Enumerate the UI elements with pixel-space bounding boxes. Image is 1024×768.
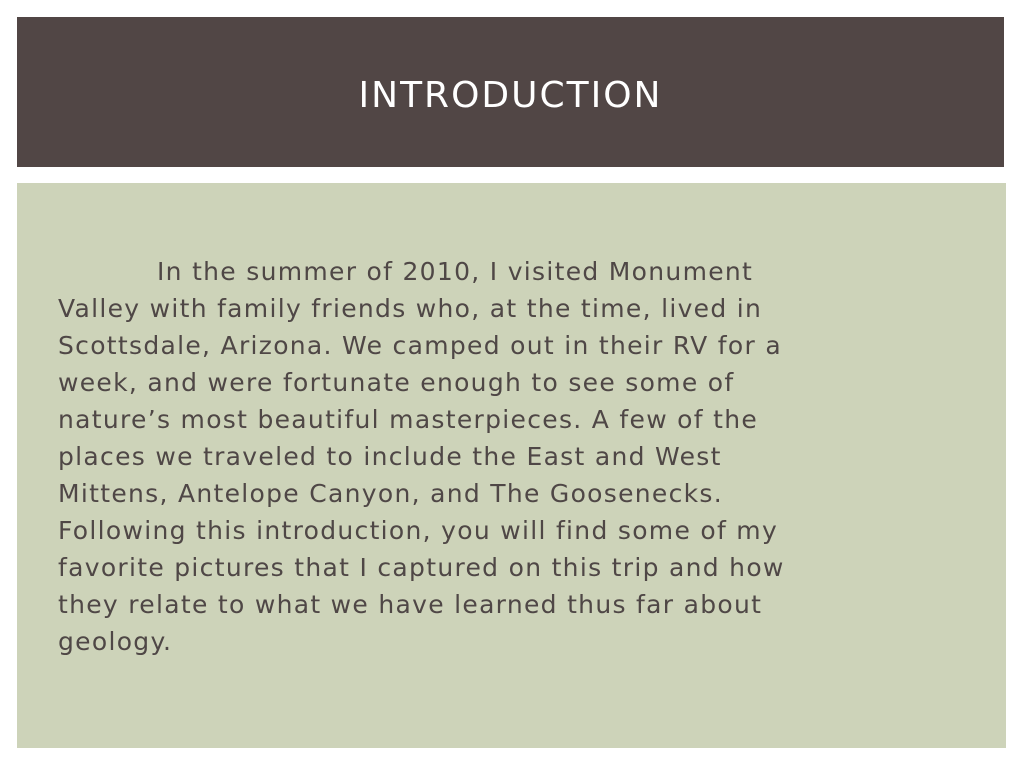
title-bar — [17, 17, 1004, 167]
content-panel — [17, 183, 1006, 748]
body-paragraph: In the summer of 2010, I visited Monument Valley with family friends who, at the time, lived in Scottsdale, Arizona. We camped out in their RV for a week, and were fortunate enough to see some of nature’s most beautiful masterpieces. A few of the places we traveled to include the East and West Mittens, Antelope Canyon, and The Goosenecks. Following this introduction, you will find some of my favorite pictures that I captured on this trip and how they relate to what we have learned thus far about geology. — [58, 257, 785, 656]
slide-title: INTRODUCTION — [358, 74, 663, 116]
